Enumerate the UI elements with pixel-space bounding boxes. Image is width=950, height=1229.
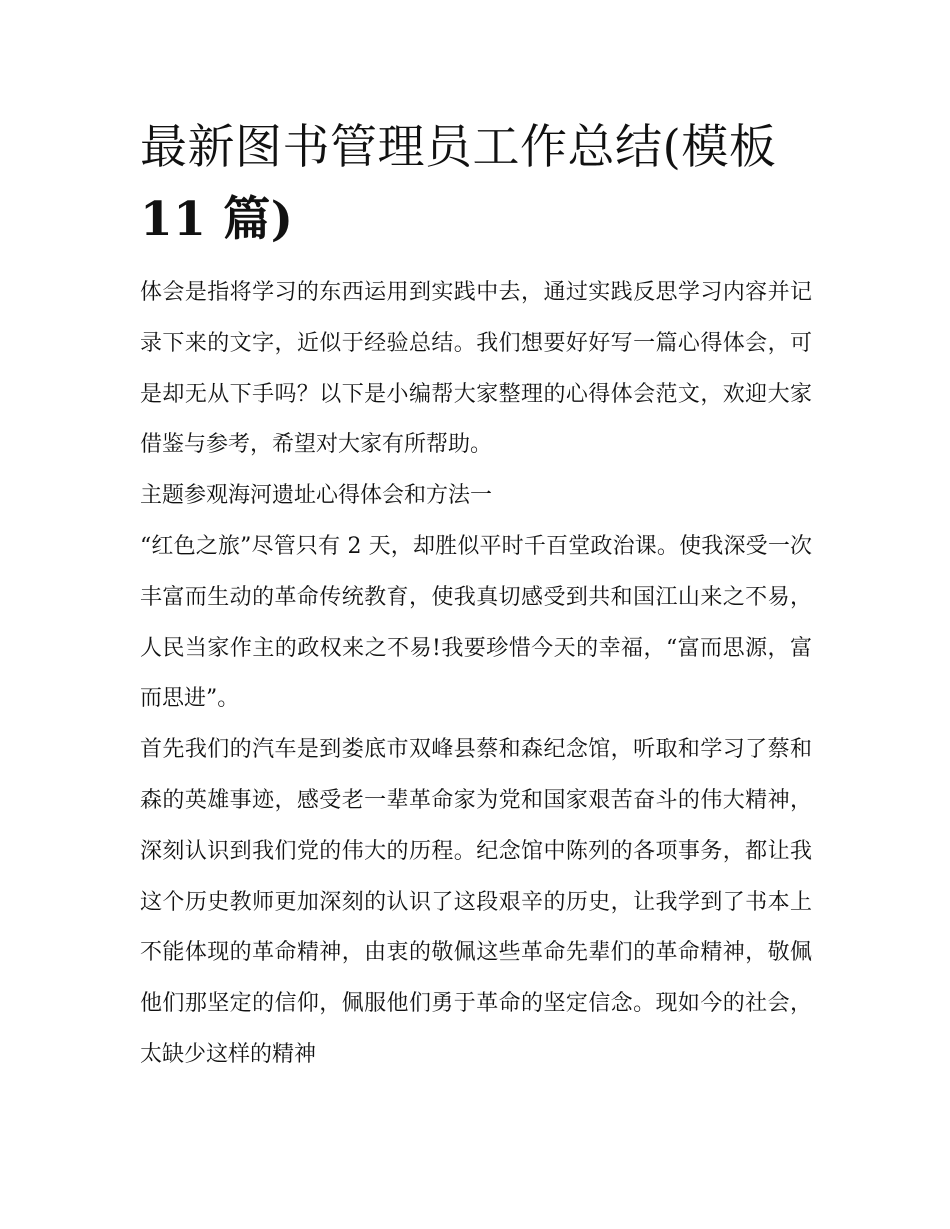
document-page <box>140 112 812 1081</box>
intro-paragraph: 体会是指将学习的东西运用到实践中去，通过实践反思学习内容并记录下来的文字，近似于经验总结。我们想要好好写一篇心得体会，可是却无从下手吗？以下是小编帮大家整理的心得体会范文，欢迎大家借鉴与参考，希望对大家有所帮助。 <box>140 280 812 458</box>
body-paragraph-1: “红色之旅”尽管只有 2 天，却胜似平时千百堂政治课。使我深受一次丰富而生动的革命传统教育，使我真切感受到共和国江山来之不易，人民当家作主的政权来之不易!我要珍惜今天的幸福，“富而思源，富而思进”。 <box>140 533 812 712</box>
body-paragraph-2: 首先我们的汽车是到娄底市双峰县蔡和森纪念馆，听取和学习了蔡和森的英雄事迹，感受老一辈革命家为党和国家艰苦奋斗的伟大精神，深刻认识到我们党的伟大的历程。纪念馆中陈列的各项事务，都让我这个历史教师更加深刻的认识了这段艰辛的历史，让我学到了书本上不能体现的革命精神，由衷的敬佩这些革命先辈们的革命精神，敬佩他们那坚定的信仰，佩服他们勇于革命的坚定信念。现如今的社会，太缺少这样的精神 <box>140 737 812 1067</box>
title-line-1: 最新图书管理员工作总结(模板 <box>140 120 777 175</box>
title-line-2: 11 篇) <box>140 192 294 247</box>
section-heading: 主题参观海河遗址心得体会和方法一 <box>140 483 493 509</box>
document-title <box>140 112 812 256</box>
